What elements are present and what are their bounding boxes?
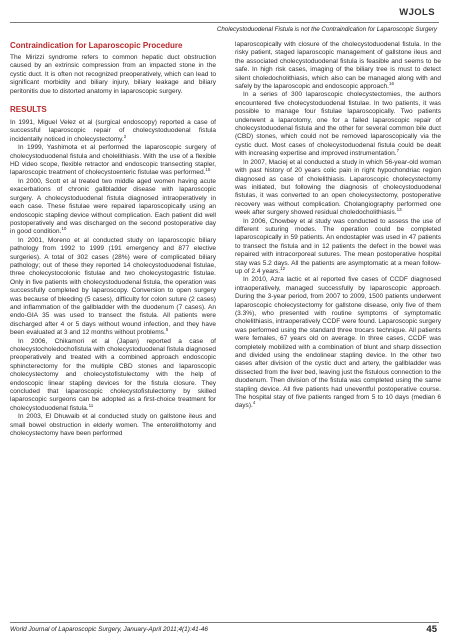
page-number: 45 bbox=[426, 624, 437, 635]
citation-ref: 12 bbox=[280, 265, 286, 271]
right-column bbox=[235, 41, 441, 411]
footer-journal-citation: World Journal of Laparoscopic Surgery, January-April 2011;4(1):41-46 bbox=[10, 626, 208, 633]
paragraph: In 2007, Maciej et al conducted a study in which 56-year-old woman with past history of 20 years colic pain in right hypochondriac region diagnosed as case of cholelithiasis. Laparoscopic cholecystectomy was initiated, but following the diagnosis of cholecystoduodenal fistulas, it was converted to an open cholecystectomy, postoperative recovery was without complication. Cholangiography performed one week after surgery showed residual choledocholithiasis.$^{13}$ bbox=[235, 158, 441, 217]
journal-logo: WJOLS bbox=[399, 7, 435, 18]
paragraph: The Mirizzi syndrome refers to common hepatic duct obstruction caused by an extrinsic compression from an impacted stone in the cystic duct. It is often not recognized preoperatively, which can lead to significant morbidity and biliary injury, biliary leakage and biliary peritonitis due to distorted anatomy in laparoscopic surgery. bbox=[10, 54, 216, 95]
citation-ref: 4 bbox=[252, 400, 256, 406]
paragraph: In 2010, Azra lactic et al reported five cases of CCDF diagnosed intraoperatively, managed successfully by laparoscopic approach. During the 3-year period, from 2007 to 2009, 1500 patients underwent laparoscopic cholecystectomy for gallstone disease, only five of them (3.3%), who presented with routine symptoms of symptomatic cholelithiasis, intraoperatively CCDF were found. Laparoscopic surgery was performed using the standard three trocars technique. All patients were females, 67 years old on average. In three cases, CCDF was completely mobilized with a combination of blunt and sharp dissection and divided using the endolinear stapling device. In the other two cases after division of the cystic duct and artery, the gallbladder was dissected from the liver bed, leaving just the fistulous connection to the duodenum. Then division of the fistula was completed using the same stapling device. All five patients had uneventful postoperative course. The hospital stay of five patients ranged from 5 to 10 days (median 6 days).$^4$ bbox=[235, 276, 441, 410]
paragraph: In 2000, Scott et al treated two middle aged women having acute exacerbations of chronic gallbladder disease with laparoscopic surgery. A cholecystoduodenal fistula diagnosed intraoperatively in each case. These fistulae were repaired laparoscopically using an endoscopic stapling device without complication. Each patient did well postoperatively and was discharged on the second postoperative day in good condition.$^{10}$ bbox=[10, 177, 216, 236]
paragraph: In a series of 300 laparoscopic cholecystectomies, the authors encountered five cholecystoduodenal fistulae. In two patients, it was possible to manage four fistulae laparoscopically. Two patients underwent a laparotomy, one for a failed laparoscopic repair of cholecystoduodenal fistula and the other for several common bile duct (CBD) stones, which could not be removed laparoscopically via the cystic duct. Most cases of cholecystoduodenal fistula could be dealt with increasing expertise and improved instrumentation.$^7$ bbox=[235, 91, 441, 158]
paragraph: In 1991, Miguel Velez et al (surgical endoscopy) reported a case of successful laparoscopic repair of cholecystoduodenal fistula incidentally noticed in cholecystectomy.$^2$ bbox=[10, 119, 216, 143]
citation-ref: 2 bbox=[123, 133, 127, 139]
citation-ref: 15 bbox=[205, 167, 211, 173]
paragraph: laparoscopically with closure of the cholecystoduodenal fistula. In the risky patient, staged laparoscopic management of gallstone ileus and the associated cholecystoduodenal fistula is feasible and seems to be safe. In high risk cases, imaging of the biliary tree is must to detect silent choledocholithiasis, which also can be managed along with and safely by the laparoscopic and endoscopic approach.$^{16}$ bbox=[235, 41, 441, 91]
paragraph: In 2006, Chowbey et al study was conducted to assess the use of different suturing modes. The operation could be completed laparoscopically in 59 patients. An endostapler was used in 47 patients to transect the fistula and in 12 patients the defect in the bowel was repaired with intracorporeal sutures. The mean postoperative hospital stay was 5.2 days. All the patients are asymptomatic at a mean follow-up of 2.4 years.$^{12}$ bbox=[235, 217, 441, 275]
citation-ref: 11 bbox=[88, 402, 94, 408]
paragraph: In 1999, Yashimota et al performed the laparoscopic surgery of cholecystoduodenal fistula and cholelithiasis. With the use of a flexible HD video scope, flexible retractor and endoscopic transecting stapler, laparoscopic treatment of cholecystoenteric fistulae was performed.$^{15}$ bbox=[10, 144, 216, 177]
citation-ref: 5 bbox=[165, 327, 169, 333]
citation-ref: 13 bbox=[396, 206, 402, 212]
section-heading-contraindication: Contraindication for Laparoscopic Procedure bbox=[10, 41, 183, 50]
running-title: Cholecystoduodenal Fistula is not the Contraindication for Laparoscopic Surgery bbox=[216, 26, 437, 33]
paragraph: In 2006, Chikamori et al (Japan) reported a case of cholecystocholedochofistula with cholecystoduodenal fistula diagnosed preoperatively and treated with a combined approach endoscopic sphincterectomy for the multiple CBD stones and laparoscopic cholecystectomy and cholecystofistulectomy with the help of endoscopic linear stapling devices for the fistula closure. They concluded that laparoscopic cholecystofistulectomy by skilled laparoscopic surgeons can be adopted as a first-choice treatment for cholecystoduodenal fistula.$^{11}$ bbox=[10, 337, 216, 412]
section-heading-results: RESULTS bbox=[10, 105, 47, 115]
citation-ref: 10 bbox=[61, 226, 67, 232]
paragraph: In 2003, El Dhuwaib et al conducted study on gallstone ileus and small bowel obstruction in elderly women. The enterolithotomy and cholecystectomy have been performed bbox=[10, 413, 216, 438]
footer-rule bbox=[10, 622, 439, 623]
header-rule bbox=[10, 22, 439, 23]
paragraph: In 2001, Moreno et al conducted study on laparoscopic biliary pathology from 1992 to 1999 (191 emergency and 877 elective surgeries). A total of 302 cases (28%) were of complicated biliary pathology; out of these they reported 14 cholecystoduodenal fistulae, three cholecystocolonic fistulae and two cholecystogastric fistulae. Only in five patients with cholecystoduodenal fistula, the operation was successfully completed by laparoscopy. Conversion to open surgery was because of bleeding (5 cases), difficulty for colon suture (2 cases) and inflammation of the gallbladder with the duodenum (7 cases). An endo-GIA 35 was used to transect the fistula. All patients were discharged after 4 or 5 days without wound infection, and they have been evaluated at 3 and 12 months without problems.$^5$ bbox=[10, 236, 216, 337]
left-column bbox=[10, 41, 216, 438]
citation-ref: 16 bbox=[388, 80, 394, 86]
citation-ref: 7 bbox=[396, 148, 400, 154]
